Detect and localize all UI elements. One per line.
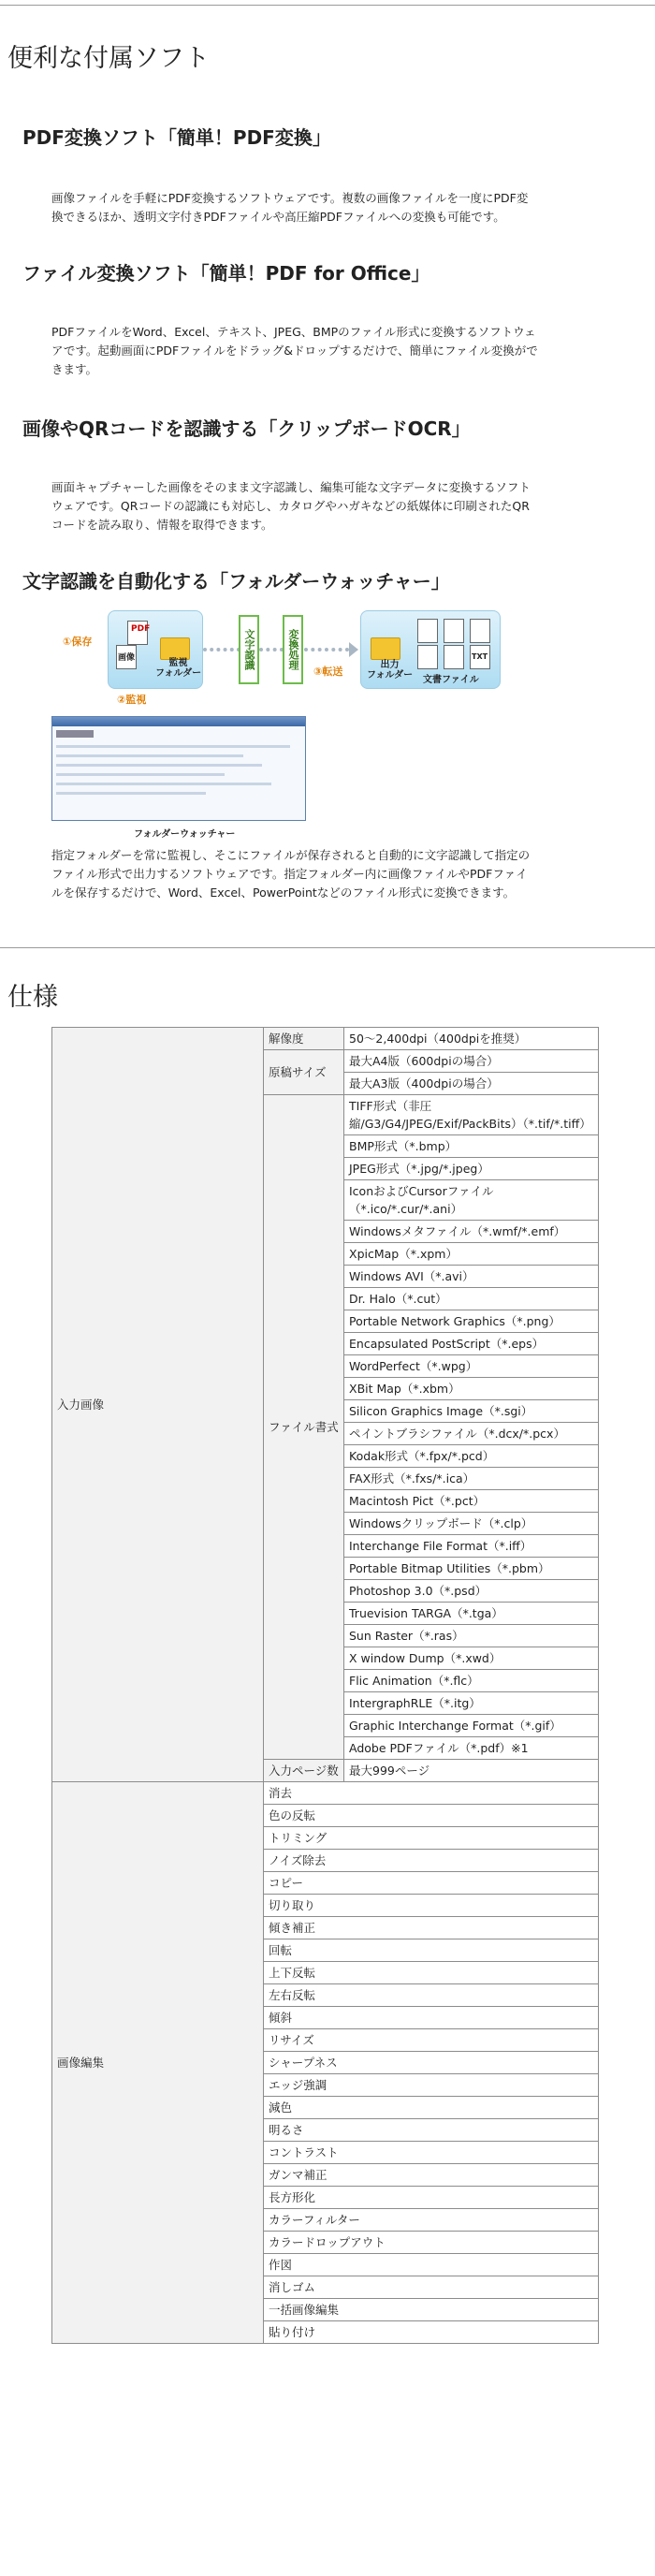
edit-item-cell: 減色 bbox=[264, 2097, 599, 2119]
format-value-cell: Truevision TARGA（*.tga） bbox=[344, 1603, 599, 1625]
edit-item-cell: 色の反転 bbox=[264, 1805, 599, 1827]
top-divider bbox=[0, 5, 655, 6]
edit-item-cell: 明るさ bbox=[264, 2119, 599, 2142]
section-title-pdf-convert: PDF変換ソフト「簡単！PDF変換」 bbox=[22, 126, 331, 149]
format-value-cell: IntergraphRLE（*.itg） bbox=[344, 1692, 599, 1715]
format-value-cell: Portable Network Graphics（*.png） bbox=[344, 1310, 599, 1333]
format-value-cell: JPEG形式（*.jpg/*.jpeg） bbox=[344, 1158, 599, 1180]
edit-item-cell: 傾き補正 bbox=[264, 1917, 599, 1939]
format-value-cell: Interchange File Format（*.iff） bbox=[344, 1535, 599, 1558]
table-row bbox=[52, 1028, 599, 1050]
edit-item-cell: 消しゴム bbox=[264, 2276, 599, 2299]
edit-item-cell: 一括画像編集 bbox=[264, 2299, 599, 2321]
format-label-cell: ファイル書式 bbox=[264, 1095, 344, 1760]
format-value-cell: ペイントブラシファイル（*.dcx/*.pcx） bbox=[344, 1423, 599, 1445]
watch-folder-label: 監視 フォルダー bbox=[155, 658, 202, 679]
table-row bbox=[52, 1782, 599, 1805]
txt-tag: TXT bbox=[472, 652, 488, 661]
doc-file-label: 文書ファイル bbox=[423, 675, 479, 685]
format-value-cell: Portable Bitmap Utilities（*.pbm） bbox=[344, 1558, 599, 1580]
app-window-screenshot bbox=[51, 716, 306, 821]
toolbar-strip bbox=[56, 730, 94, 738]
format-value-cell: Sun Raster（*.ras） bbox=[344, 1625, 599, 1647]
edit-item-cell: 回転 bbox=[264, 1939, 599, 1962]
watch-folder-icon bbox=[160, 637, 190, 660]
convert-box: 変換処理 bbox=[283, 615, 303, 684]
format-value-cell: Silicon Graphics Image（*.sgi） bbox=[344, 1400, 599, 1423]
edit-item-cell: シャープネス bbox=[264, 2052, 599, 2074]
section-title-pdf-office: ファイル変換ソフト「簡単！PDF for Office」 bbox=[22, 262, 430, 285]
pdf-out-doc-icon bbox=[417, 645, 438, 669]
excel-doc-icon bbox=[444, 619, 464, 643]
input-category-cell: 入力画像 bbox=[52, 1028, 264, 1782]
edit-item-cell: 長方形化 bbox=[264, 2187, 599, 2209]
format-value-cell: Windowsメタファイル（*.wmf/*.emf） bbox=[344, 1221, 599, 1243]
output-folder-icon bbox=[371, 637, 400, 660]
spec-table-body bbox=[52, 1028, 599, 2344]
ocr-box: 文字認識 bbox=[239, 615, 259, 684]
diagram-caption: フォルダーウォッチャー bbox=[134, 829, 236, 840]
input-folder-box bbox=[108, 610, 203, 689]
list-row bbox=[56, 754, 243, 757]
edit-item-cell: カラーフィルター bbox=[264, 2209, 599, 2232]
section-text-folder-watcher: 指定フォルダーを常に監視し、そこにファイルが保存されると自動的に文字認識して指定の ファイル形式で出力するソフトウェアです。指定フォルダー内に画像ファイルやPDFファイ ルを保存するだけで、Word、Excel、PowerPointなどのファイル形式に変換できます。 bbox=[51, 848, 531, 900]
edit-item-cell: ガンマ補正 bbox=[264, 2164, 599, 2187]
pdf-tag: PDF bbox=[131, 624, 151, 634]
format-value-cell: XpicMap（*.xpm） bbox=[344, 1243, 599, 1266]
output-folder-box bbox=[360, 610, 501, 689]
edit-item-cell: 貼り付け bbox=[264, 2321, 599, 2344]
pages-value-cell: 最大999ページ bbox=[344, 1760, 599, 1782]
edit-item-cell: エッジ強調 bbox=[264, 2074, 599, 2097]
edit-item-cell: 切り取り bbox=[264, 1895, 599, 1917]
resolution-label-cell: 解像度 bbox=[264, 1028, 344, 1050]
edit-item-cell: 傾斜 bbox=[264, 2007, 599, 2029]
section-title-folder-watcher: 文字認識を自動化する「フォルダーウォッチャー」 bbox=[22, 570, 450, 593]
section-text-pdf-office: PDFファイルをWord、Excel、テキスト、JPEG、BMPのファイル形式に変換するソフトウェ アです。起動画面にPDFファイルをドラッグ&ドロップするだけで、簡単にファイル変換がで きます。 bbox=[51, 325, 538, 376]
format-value-cell: Adobe PDFファイル（*.pdf）※1 bbox=[344, 1737, 599, 1760]
folder-watcher-diagram bbox=[51, 606, 501, 840]
section-text-clipboard-ocr: 画面キャプチャーした画像をそのまま文字認識し、編集可能な文字データに変換するソフト ウェアです。QRコードの認識にも対応し、カタログやハガキなどの紙媒体に印刷されたQR コードを読み取り、情報を取得できます。 bbox=[51, 480, 531, 532]
edit-item-cell: 上下反転 bbox=[264, 1962, 599, 1984]
format-value-cell: Encapsulated PostScript（*.eps） bbox=[344, 1333, 599, 1355]
size-value-cell: 最大A4版（600dpiの場合） bbox=[344, 1050, 599, 1073]
edit-item-cell: ノイズ除去 bbox=[264, 1850, 599, 1872]
format-value-cell: FAX形式（*.fxs/*.ica） bbox=[344, 1468, 599, 1490]
middle-divider bbox=[0, 947, 655, 948]
size-value-cell: 最大A3版（400dpiの場合） bbox=[344, 1073, 599, 1095]
format-value-cell: X window Dump（*.xwd） bbox=[344, 1647, 599, 1670]
edit-item-cell: コピー bbox=[264, 1872, 599, 1895]
edit-item-cell: コントラスト bbox=[264, 2142, 599, 2164]
ppt-doc-icon bbox=[470, 619, 490, 643]
format-value-cell: Kodak形式（*.fpx/*.pcd） bbox=[344, 1445, 599, 1468]
edit-item-cell: カラードロップアウト bbox=[264, 2232, 599, 2254]
list-row bbox=[56, 745, 290, 748]
format-value-cell: Dr. Halo（*.cut） bbox=[344, 1288, 599, 1310]
edit-item-cell: トリミング bbox=[264, 1827, 599, 1850]
window-titlebar bbox=[52, 717, 305, 726]
list-row bbox=[56, 783, 271, 785]
edit-item-cell: 作図 bbox=[264, 2254, 599, 2276]
resolution-value-cell: 50～2,400dpi（400dpiを推奨） bbox=[344, 1028, 599, 1050]
arrow-to-output bbox=[304, 648, 349, 651]
word-doc-icon bbox=[417, 619, 438, 643]
edit-item-cell: リサイズ bbox=[264, 2029, 599, 2052]
format-value-cell: IconおよびCursorファイル（*.ico/*.cur/*.ani） bbox=[344, 1180, 599, 1221]
edit-item-cell: 消去 bbox=[264, 1782, 599, 1805]
section-title-clipboard-ocr: 画像やQRコードを認識する「クリップボードOCR」 bbox=[22, 417, 471, 440]
format-value-cell: Windowsクリップボード（*.clp） bbox=[344, 1513, 599, 1535]
format-value-cell: XBit Map（*.xbm） bbox=[344, 1378, 599, 1400]
edit-item-cell: 左右反転 bbox=[264, 1984, 599, 2007]
page-heading: 便利な付属ソフト bbox=[7, 44, 210, 73]
step-watch-label: ②監視 bbox=[117, 694, 147, 706]
spec-table bbox=[51, 1027, 599, 2344]
list-row bbox=[56, 773, 225, 776]
arrow-to-convert bbox=[259, 648, 284, 651]
format-value-cell: BMP形式（*.bmp） bbox=[344, 1135, 599, 1158]
step-save-label: ①保存 bbox=[63, 636, 93, 648]
section-text-pdf-convert: 画像ファイルを手軽にPDF変換するソフトウェアです。複数の画像ファイルを一度にPDF変 換できるほか、透明文字付きPDFファイルや高圧縮PDFファイルへの変換も可能です。 bbox=[51, 191, 529, 224]
arrow-head-icon bbox=[349, 642, 358, 657]
format-value-cell: Macintosh Pict（*.pct） bbox=[344, 1490, 599, 1513]
step-transfer-label: ③転送 bbox=[313, 666, 343, 678]
format-value-cell: Photoshop 3.0（*.psd） bbox=[344, 1580, 599, 1603]
format-value-cell: Flic Animation（*.flc） bbox=[344, 1670, 599, 1692]
spec-heading: 仕様 bbox=[7, 983, 58, 1012]
arrow-to-ocr bbox=[203, 648, 240, 651]
list-row bbox=[56, 764, 262, 767]
format-value-cell: Windows AVI（*.avi） bbox=[344, 1266, 599, 1288]
edit-category-cell: 画像編集 bbox=[52, 1782, 264, 2344]
size-label-cell: 原稿サイズ bbox=[264, 1050, 344, 1095]
output-folder-label: 出力 フォルダー bbox=[367, 660, 414, 681]
format-value-cell: WordPerfect（*.wpg） bbox=[344, 1355, 599, 1378]
pages-label-cell: 入力ページ数 bbox=[264, 1760, 344, 1782]
image-out-doc-icon bbox=[444, 645, 464, 669]
format-value-cell: TIFF形式（非圧縮/G3/G4/JPEG/Exif/PackBits）（*.tif/*.tiff） bbox=[344, 1095, 599, 1135]
format-value-cell: Graphic Interchange Format（*.gif） bbox=[344, 1715, 599, 1737]
image-tag: 画像 bbox=[118, 653, 136, 663]
list-row bbox=[56, 792, 206, 795]
